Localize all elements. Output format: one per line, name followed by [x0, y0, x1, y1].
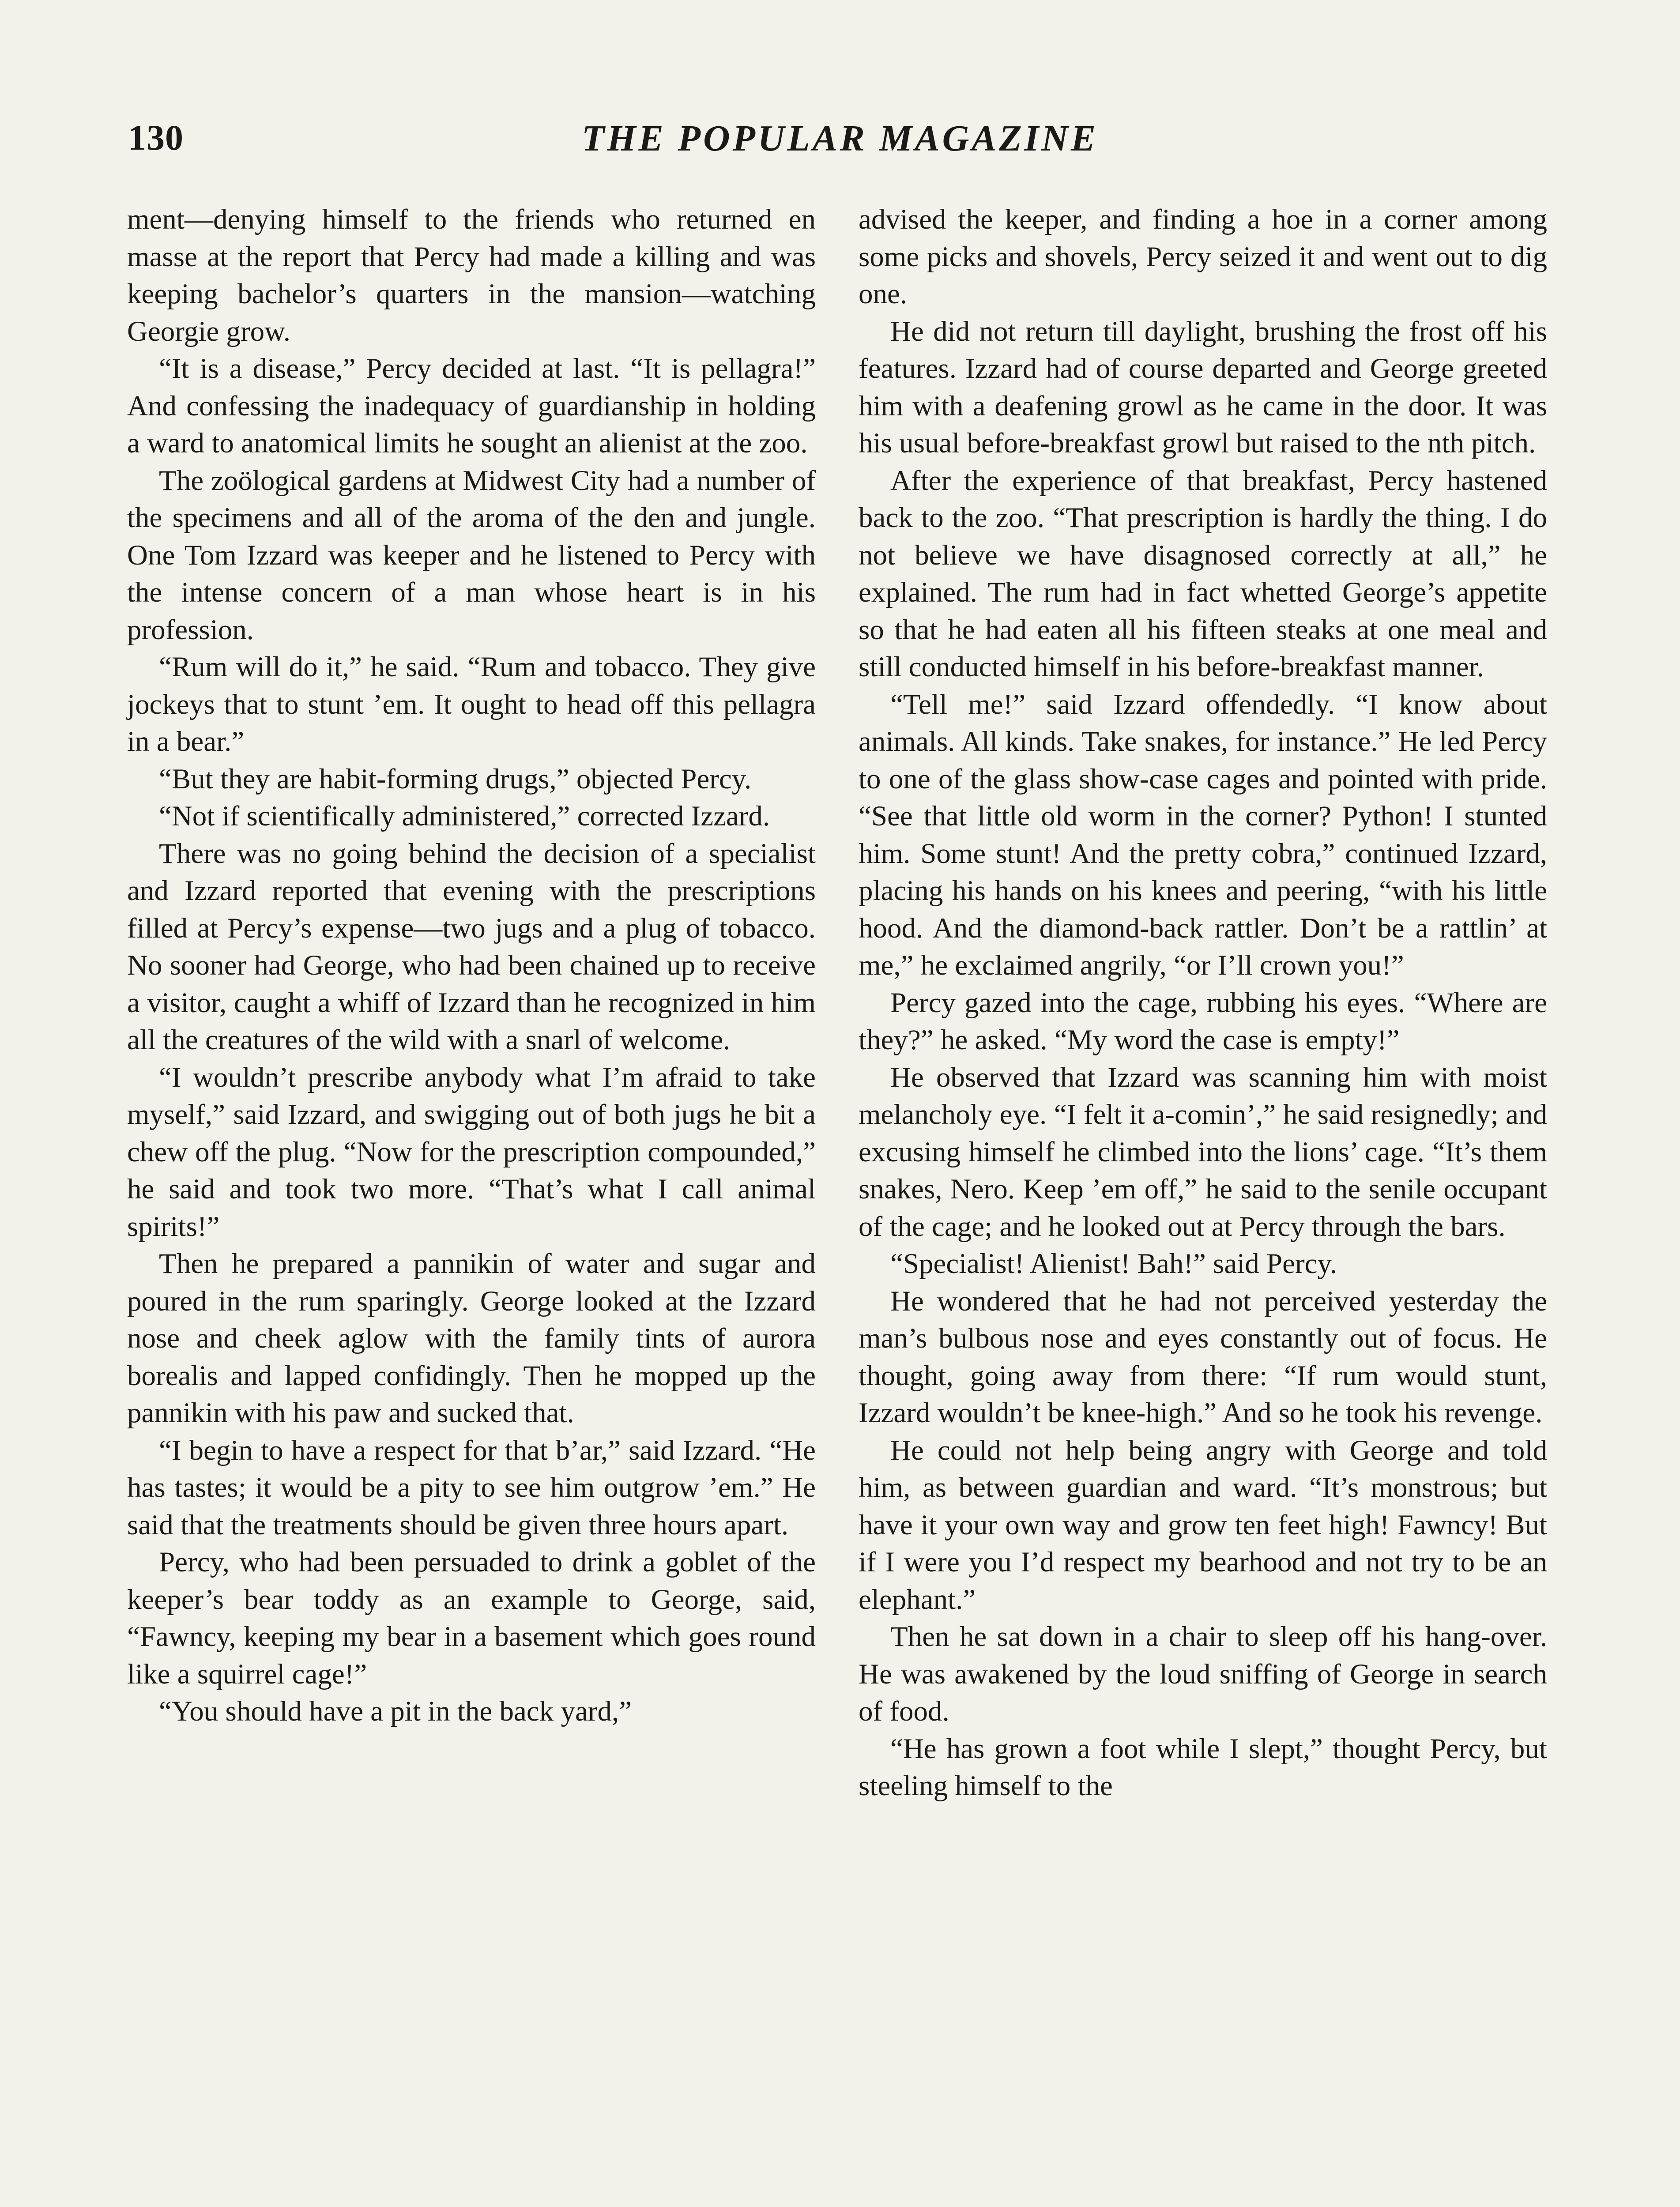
paragraph: He did not return till daylight, brushing the frost off his features. Izzard had of course departed and George greeted him with a deafening growl as he came in the door. It was his usual before-breakfast growl but raised to the nth pitch. [859, 315, 1547, 459]
paragraph: ment—denying himself to the friends who returned en masse at the report that Percy had made a killing and was keeping bachelor’s quarters in the mansion—watching Georgie grow. [127, 203, 816, 347]
paragraph: Percy, who had been persuaded to drink a goblet of the keeper’s bear toddy as an example to George, said, “Fawncy, keeping my bear in a basement which goes round like a squirrel cage!” [127, 1546, 816, 1690]
paragraph: He observed that Izzard was scanning him with moist melancholy eye. “I felt it a-comin’,” he said resignedly; and excusing himself he climbed into the lions’ cage. “It’s them snakes, Nero. Keep ’em off,” he said to the senile occupant of the cage; and he looked out at Percy through the bars. [859, 1061, 1547, 1243]
paragraph: After the experience of that breakfast, Percy hastened back to the zoo. “That prescription is hardly the thing. I do not believe we have disagnosed correctly at all,” he explained. The rum had in fact whetted George’s appetite so that he had eaten all his fifteen steaks at one meal and still conducted himself in his before-breakfast manner. [859, 464, 1547, 683]
paragraph: “I begin to have a respect for that b’ar,” said Izzard. “He has tastes; it would be a pity to see him outgrow ’em.” He said that the treatments should be given three hours apart. [127, 1434, 816, 1541]
paragraph: “It is a disease,” Percy decided at last. “It is pellagra!” And confessing the inadequacy of guardianship in holding a ward to anatomical limits he sought an alienist at the zoo. [127, 353, 816, 459]
paragraph: Then he sat down in a chair to sleep off his hang-over. He was awakened by the loud sniffing of George in search of food. [859, 1621, 1547, 1727]
paragraph: “You should have a pit in the back yard,” [159, 1695, 632, 1727]
page-number: 130 [128, 117, 184, 158]
paragraph: “He has grown a foot while I slept,” thought Percy, but steeling himself to the [859, 1732, 1547, 1802]
paragraph: “I wouldn’t prescribe anybody what I’m afraid to take myself,” said Izzard, and swigging out of both jugs he bit a chew off the plug. “Now for the prescription compounded,” he said and took two more. “That’s what I call animal spirits!” [127, 1061, 816, 1243]
paragraph: There was no going behind the decision of a specialist and Izzard reported that evening with the prescriptions filled at Percy’s expense—two jugs and a plug of tobacco. No sooner had George, who had been chained up to receive a visitor, caught a whiff of Izzard than he recognized in him all the creatures of the wild with a snarl of welcome. [127, 837, 816, 1056]
paragraph: Percy gazed into the cage, rubbing his eyes. “Where are they?” he asked. “My word the case is empty!” [859, 987, 1547, 1056]
paragraph: “Specialist! Alienist! Bah!” said Percy. [890, 1248, 1337, 1280]
paragraph: The zoölogical gardens at Midwest City had a number of the specimens and all of the aroma of the den and jungle. One Tom Izzard was keeper and he listened to Percy with the intense concern of a man whose heart is in his profession. [127, 464, 816, 646]
paragraph: “Rum will do it,” he said. “Rum and tobacco. They give jockeys that to stunt ’em. It ought to head off this pellagra in a bear.” [127, 651, 816, 757]
page-header [128, 117, 1552, 170]
paragraph: “Not if scientifically administered,” corrected Izzard. [159, 800, 770, 832]
right-text-column [859, 201, 1547, 2207]
paragraph: He could not help being angry with George and told him, as between guardian and ward. “It’s monstrous; but have it your own way and grow ten feet high! Fawncy! But if I were you I’d respect my bearhood and not try to be an elephant.” [859, 1434, 1547, 1616]
paragraph: advised the keeper, and finding a hoe in a corner among some picks and shovels, Percy seized it and went out to dig one. [859, 203, 1547, 310]
running-title: THE POPULAR MAGAZINE [581, 118, 1099, 159]
paragraph: “Tell me!” said Izzard offendedly. “I know about animals. All kinds. Take snakes, for instance.” He led Percy to one of the glass show-case cages and pointed with pride. “See that little old worm in the corner? Python! I stunted him. Some stunt! And the pretty cobra,” continued Izzard, placing his hands on his knees and peering, “with his little hood. And the diamond-back rattler. Don’t be a rattlin’ at me,” he exclaimed angrily, “or I’ll crown you!” [859, 688, 1547, 981]
paragraph: Then he prepared a pannikin of water and sugar and poured in the rum sparingly. George looked at the Izzard nose and cheek aglow with the family tints of aurora borealis and lapped confidingly. Then he mopped up the pannikin with his paw and sucked that. [127, 1248, 816, 1429]
paragraph: “But they are habit-forming drugs,” objected Percy. [159, 763, 752, 795]
left-text-column [127, 201, 816, 2207]
paragraph: He wondered that he had not perceived yesterday the man’s bulbous nose and eyes constantly out of focus. He thought, going away from there: “If rum would stunt, Izzard wouldn’t be knee-high.” And so he took his revenge. [859, 1285, 1547, 1429]
